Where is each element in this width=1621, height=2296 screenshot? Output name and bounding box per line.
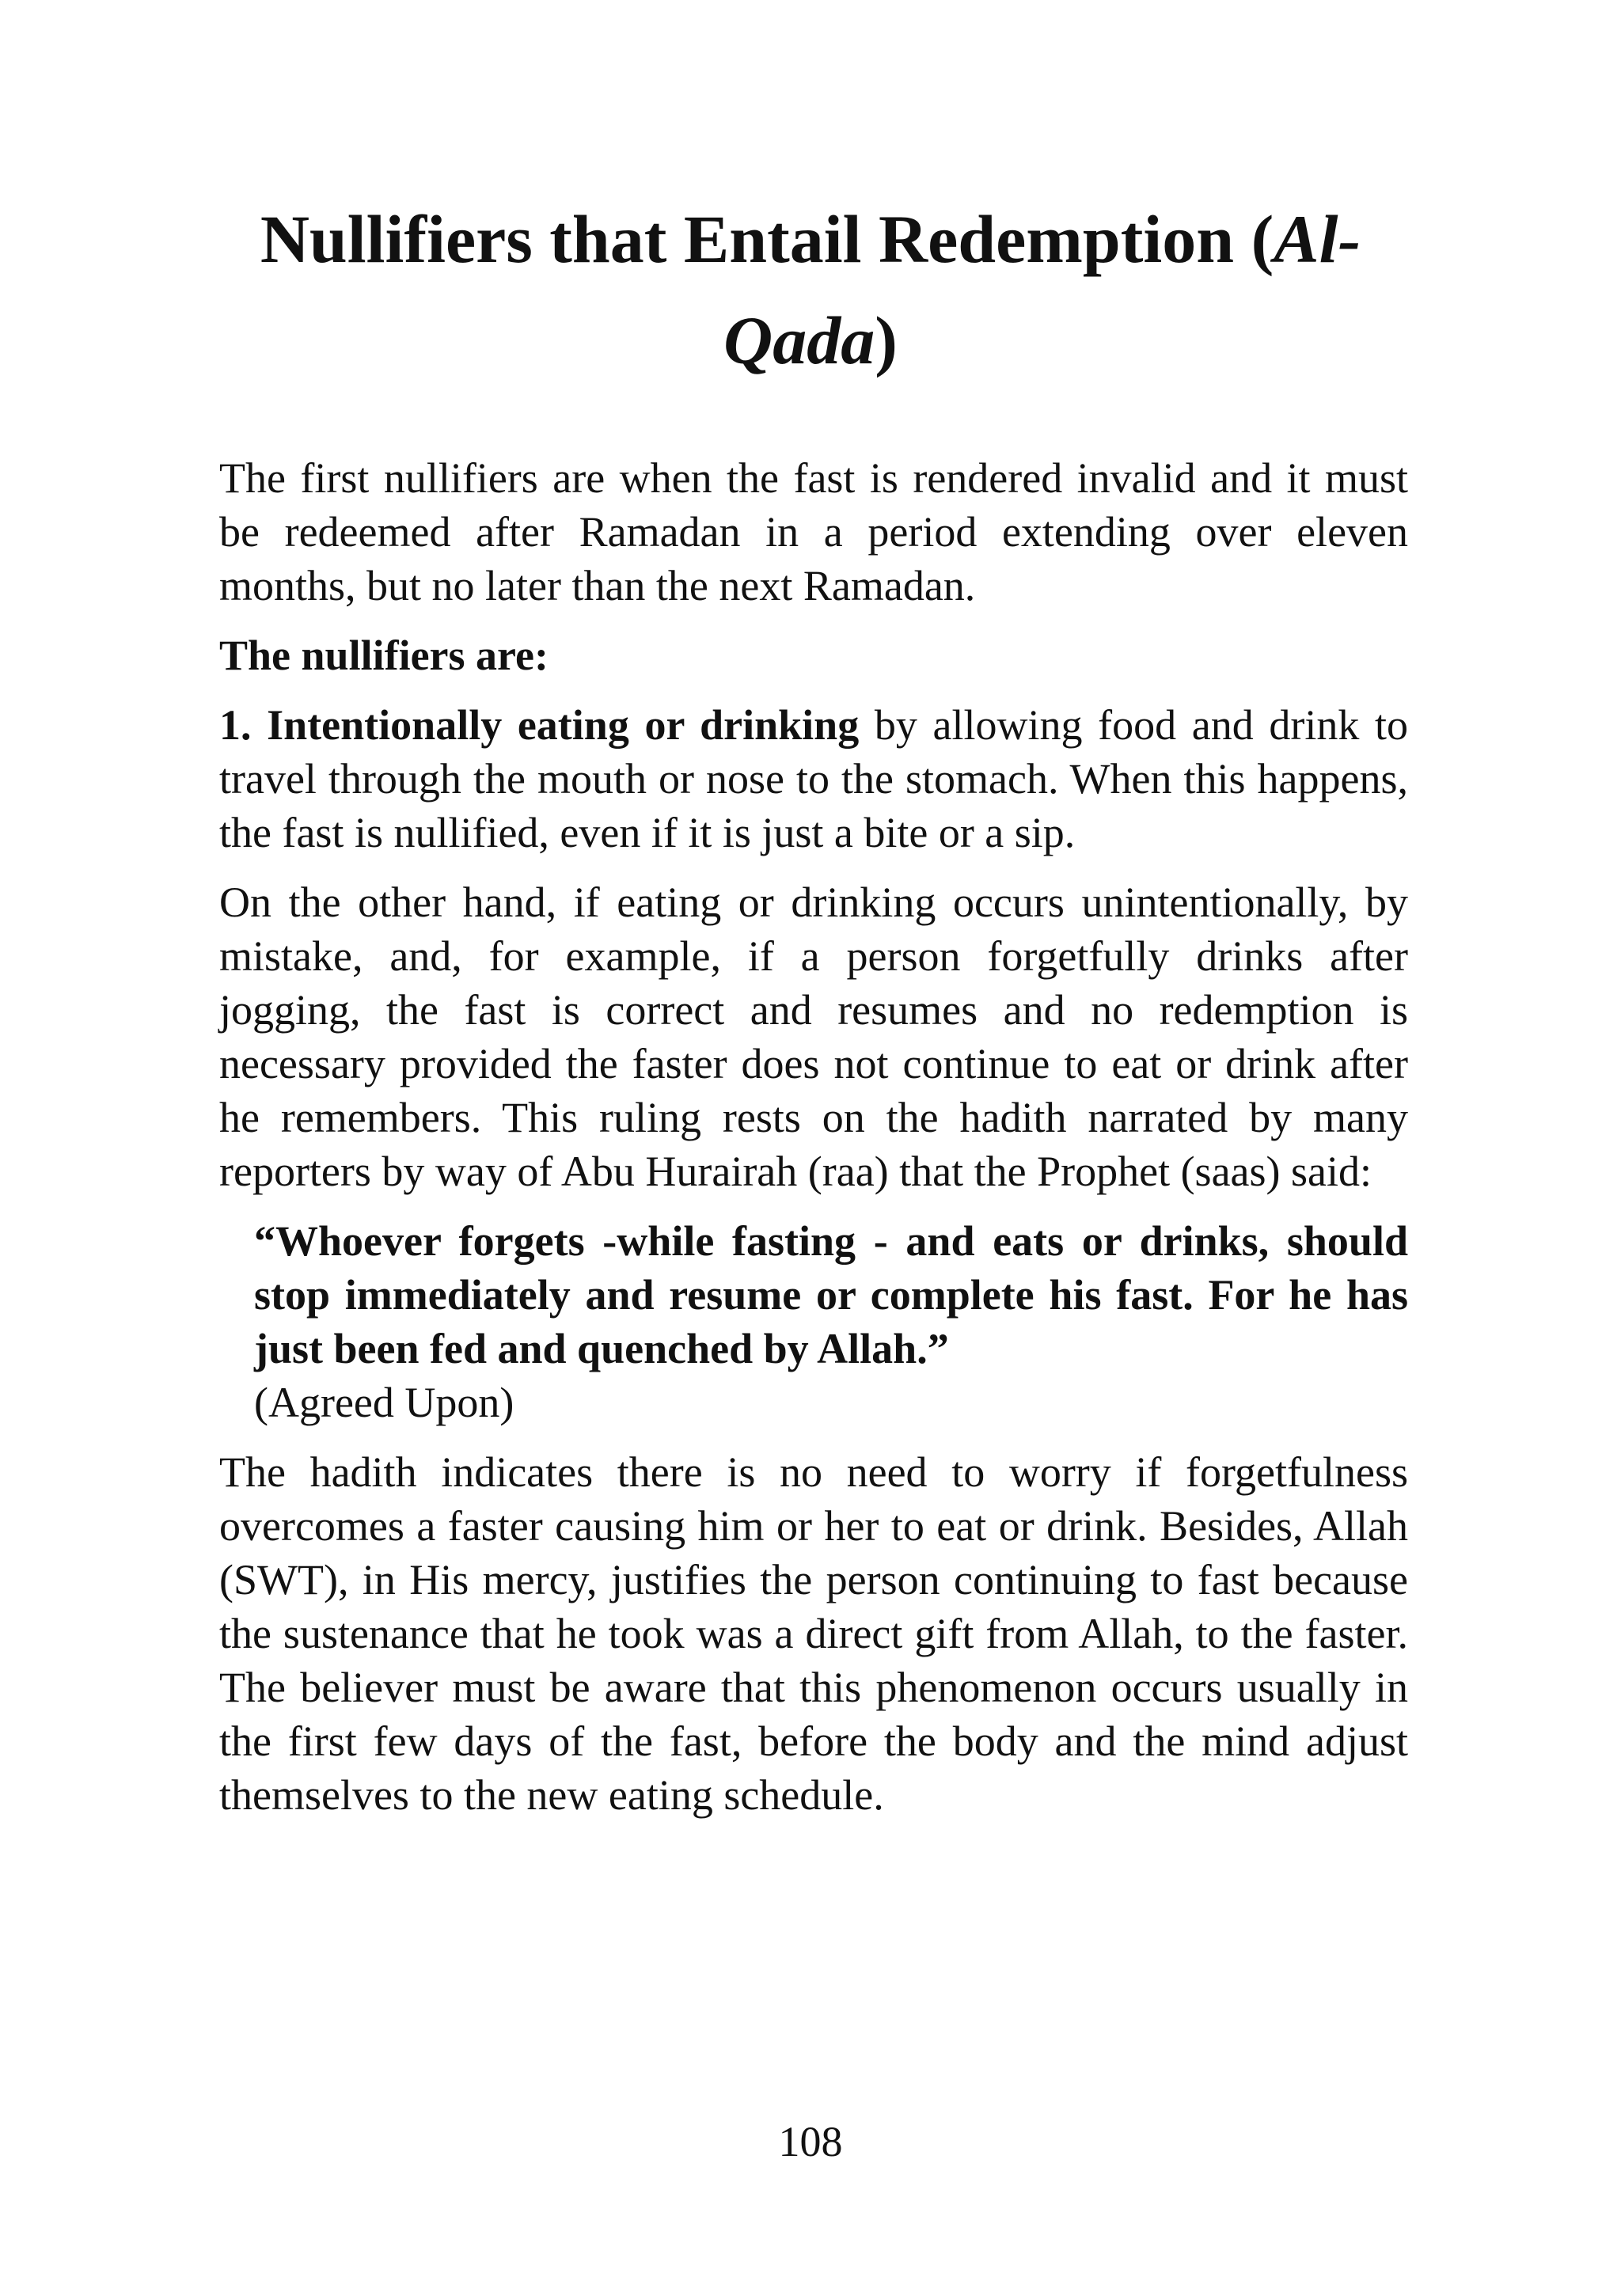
hadith-block — [254, 1214, 1408, 1429]
title-close: ) — [875, 302, 898, 378]
nullifiers-heading: The nullifiers are: — [219, 632, 549, 679]
title-main: Nullifiers that Entail Redemption ( — [260, 201, 1274, 277]
unintentional-paragraph: On the other hand, if eating or drinking occurs unintentionally, by mistake, and, for example, if a person forgetfully drinks after jogging, the fast is correct and resumes and no redemption is necessary provided the faster does not continue to eat or drink after he remembers. This ruling rests on the hadith narrated by many reporters by way of Abu Hurairah (raa) that the Prophet (saas) said: — [219, 879, 1408, 1195]
hadith-quote: “Whoever forgets -while fasting - and eats or drinks, should stop immediately and resume or complete his fast. For he has just been fed and quenched by Allah.” — [254, 1217, 1408, 1372]
body-text — [219, 451, 1408, 1838]
item-1-paragraph — [219, 698, 1408, 860]
item-1-text: by allowing food and drink to travel through the mouth or nose to the stomach. When this happens, the fast is nullified, even if it is just a bite or a sip. — [219, 701, 1408, 856]
hadith-source: (Agreed Upon) — [254, 1379, 514, 1426]
page-number: 108 — [778, 2118, 843, 2165]
explanation-paragraph: The hadith indicates there is no need to worry if forgetfulness overcomes a faster causing him or her to eat or drink. Besides, Allah (SWT), in His mercy, justifies the person continuing to fast because the sustenance that he took was a direct gift from Allah, to the faster. The believer must be aware that this phenomenon occurs usually in the first few days of the fast, before the body and the mind adjust themselves to the new eating schedule. — [219, 1448, 1408, 1819]
title-italic-first: Al- — [1274, 201, 1361, 277]
title-italic-second: Qada — [723, 302, 875, 378]
item-1-bold-lead: 1. Intentionally eating or drinking — [219, 701, 860, 749]
page-title — [190, 188, 1431, 391]
intro-paragraph: The first nullifiers are when the fast is rendered invalid and it must be redeemed after Ramadan in a period extending over eleven months, but no later than the next Ramadan. — [219, 454, 1408, 609]
